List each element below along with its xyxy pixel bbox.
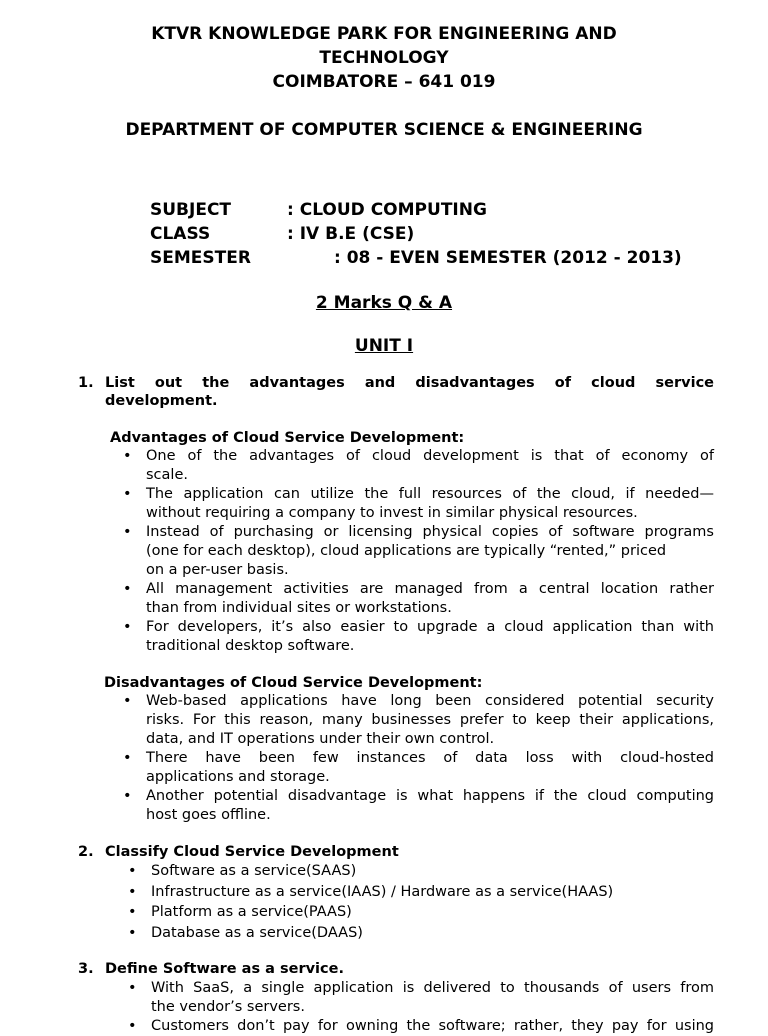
disadvantages-heading: Disadvantages of Cloud Service Development: (104, 675, 483, 691)
list-item: • All management activities are managed from a central location rather than from individual sites or workstations. (146, 580, 714, 618)
service-types-list (151, 861, 714, 943)
question-title: Define Software as a service. (105, 961, 344, 977)
list-item: • Platform as a service(PAAS) (151, 902, 714, 923)
subject-label: SUBJECT (150, 200, 232, 220)
class-label: CLASS (150, 224, 211, 244)
list-item: • There have been few instances of data loss with cloud-hosted applications and storage. (146, 749, 714, 787)
subject-value: : CLOUD COMPUTING (287, 200, 487, 220)
list-item: • Instead of purchasing or licensing physical copies of software programs (one for each desktop), cloud applications are typically “rented,” priced on a per-user basis. (146, 523, 714, 580)
question-title-line: List out the advantages and disadvantages of cloud service (105, 375, 714, 391)
list-item: • The application can utilize the full resources of the cloud, if needed— without requiring a company to invest in similar physical resources. (146, 485, 714, 523)
unit-title: UNIT I (354, 336, 414, 356)
question-3 (78, 960, 344, 978)
list-item: • Infrastructure as a service(IAAS) / Hardware as a service(HAAS) (151, 882, 714, 903)
question-title: Classify Cloud Service Development (105, 844, 399, 860)
class-value: : IV B.E (CSE) (287, 224, 415, 244)
list-item: • Software as a service(SAAS) (151, 861, 714, 882)
question-number: 3. (78, 961, 94, 977)
class-row (150, 222, 414, 246)
institution-location: COIMBATORE – 641 019 (272, 72, 496, 92)
department-name: DEPARTMENT OF COMPUTER SCIENCE & ENGINEERING (125, 120, 643, 140)
list-item: • Web-based applications have long been considered potential security risks. For this reason, many businesses prefer to keep their applications, data, and IT operations under their own control. (146, 692, 714, 749)
question-1 (78, 374, 714, 410)
list-item: • Another potential disadvantage is what happens if the cloud computing host goes offline. (146, 787, 714, 825)
section-title: 2 Marks Q & A (315, 293, 453, 313)
list-item: • With SaaS, a single application is delivered to thousands of users from the vendor’s servers. (151, 979, 714, 1017)
list-item: • Customers don’t pay for owning the software; rather, they pay for using (151, 1017, 714, 1036)
advantages-heading: Advantages of Cloud Service Development: (110, 430, 465, 446)
subject-row (150, 198, 487, 222)
list-item: • One of the advantages of cloud development is that of economy of scale. (146, 447, 714, 485)
saas-list (151, 979, 714, 1036)
list-item: • Database as a service(DAAS) (151, 923, 714, 944)
institution-name-line2: TECHNOLOGY (319, 48, 449, 68)
semester-value: : 08 - EVEN SEMESTER (2012 - 2013) (334, 248, 682, 268)
semester-label: SEMESTER (150, 248, 251, 268)
list-item: • For developers, it’s also easier to upgrade a cloud application than with traditional desktop software. (146, 618, 714, 656)
semester-row (150, 246, 682, 270)
disadvantages-list (146, 692, 714, 825)
question-2 (78, 843, 399, 861)
question-number: 2. (78, 844, 94, 860)
question-title-line: development. (105, 393, 218, 409)
institution-name-line1: KTVR KNOWLEDGE PARK FOR ENGINEERING AND (151, 24, 617, 44)
advantages-list (146, 447, 714, 656)
question-number: 1. (78, 375, 94, 391)
